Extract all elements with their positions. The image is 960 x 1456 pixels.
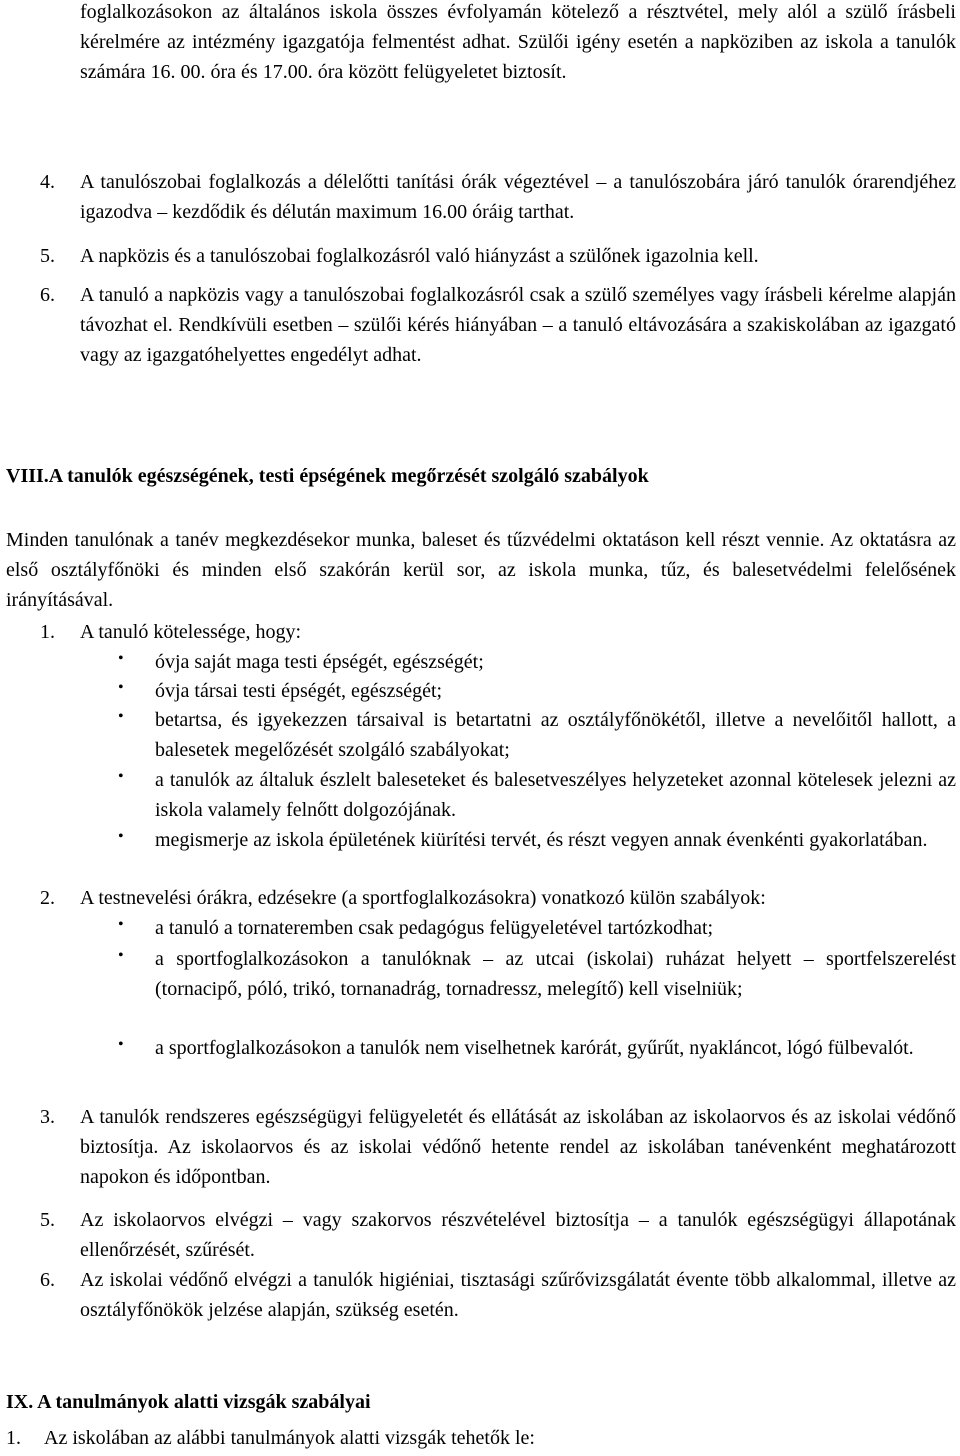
item-5-text: A napközis és a tanulószobai foglalkozásról való hiányzást a szülőnek igazolnia kell. xyxy=(80,245,759,267)
s8-item-1-text: A tanuló kötelessége, hogy: xyxy=(80,621,302,643)
s8-item-5-text: Az iskolaorvos elvégzi – vagy szakorvos részvételével biztosítja – a tanulók egészségügyi állapotának ellenőrzését, szűrését. xyxy=(80,1209,956,1261)
s8-item-1-bullet-3: betartsa, és igyekezzen társaival is betartatni az osztályfőnökétől, illetve a nevelőitől hallott, a balesetek megelőzését szolgáló szabályokat; xyxy=(155,709,956,761)
s9-item-1-number: 1. xyxy=(6,1427,21,1449)
s8-item-2-number: 2. xyxy=(40,887,55,909)
bullet-icon: • xyxy=(118,916,124,933)
bullet-icon: • xyxy=(118,768,124,785)
s8-item-3-number: 3. xyxy=(40,1106,55,1128)
s8-item-1-number: 1. xyxy=(40,621,55,643)
section-8-heading: VIII.A tanulók egészségének, testi épségének megőrzését szolgáló szabályok xyxy=(6,465,649,487)
s8-item-2-text: A testnevelési órákra, edzésekre (a sportfoglalkozásokra) vonatkozó külön szabályok: xyxy=(80,887,766,909)
s8-item-2-bullet-1: a tanuló a tornateremben csak pedagógus felügyeletével tartózkodhat; xyxy=(155,917,714,939)
s8-item-5-number: 5. xyxy=(40,1209,55,1231)
bullet-icon: • xyxy=(118,679,124,696)
s8-item-6-text: Az iskolai védőnő elvégzi a tanulók higiéniai, tisztasági szűrővizsgálatát évente több alkalommal, illetve az osztályfőnökök jelzése alapján, szükség esetén. xyxy=(80,1269,956,1321)
s8-item-1-bullet-2: óvja társai testi épségét, egészségét; xyxy=(155,680,443,702)
s8-item-1-bullet-5: megismerje az iskola épületének kiürítési tervét, és részt vegyen annak évenkénti gyakorlatában. xyxy=(155,829,928,851)
s8-item-2-bullet-3: a sportfoglalkozásokon a tanulók nem viselhetnek karórát, gyűrűt, nyakláncot, lógó fülbevalót. xyxy=(155,1037,914,1059)
s8-item-2-bullet-2: a sportfoglalkozásokon a tanulóknak – az utcai (iskolai) ruházat helyett – sportfelszerelést (tornacipő, póló, trikó, tornanadrág, tornadressz, melegítő) kell viselniük; xyxy=(155,948,956,1000)
section-8-intro: Minden tanulónak a tanév megkezdésekor munka, baleset és tűzvédelmi oktatáson kell részt vennie. Az oktatásra az első osztályfőnöki és minden első szakórán kerül sor, az iskola munka, tűz, és balesetvédelmi felelősének irányításával. xyxy=(6,529,956,611)
bullet-icon: • xyxy=(118,1036,124,1053)
item-4-number: 4. xyxy=(40,171,55,193)
bullet-icon: • xyxy=(118,708,124,725)
s8-item-6-number: 6. xyxy=(40,1269,55,1291)
continued-paragraph: foglalkozásokon az általános iskola összes évfolyamán kötelező a résztvétel, mely alól a szülő írásbeli kérelmére az intézmény igazgatója felmentést adhat. Szülői igény esetén a napköziben az iskola a tanulók számára 16. 00. óra és 17.00. óra között felügyeletet biztosít. xyxy=(80,1,956,83)
s8-item-1-bullet-1: óvja saját maga testi épségét, egészségét; xyxy=(155,651,484,673)
item-6-number: 6. xyxy=(40,284,55,306)
bullet-icon: • xyxy=(118,650,124,667)
s8-item-1-bullet-4: a tanulók az általuk észlelt baleseteket és balesetveszélyes helyzeteket azonnal kötelesek jelezni az iskola valamely felnőtt dolgozójának. xyxy=(155,769,956,821)
bullet-icon: • xyxy=(118,947,124,964)
item-5-number: 5. xyxy=(40,245,55,267)
section-9-heading: IX. A tanulmányok alatti vizsgák szabályai xyxy=(6,1391,371,1413)
item-6-text: A tanuló a napközis vagy a tanulószobai foglalkozásról csak a szülő személyes vagy írásbeli kérelme alapján távozhat el. Rendkívüli esetben – szülői kérés hiányában – a tanuló eltávozására a szakiskolában az igazgató vagy az igazgatóhelyettes engedélyt adhat. xyxy=(80,284,956,366)
item-4-text: A tanulószobai foglalkozás a délelőtti tanítási órák végeztével – a tanulószobára járó tanulók órarendjéhez igazodva – kezdődik és délután maximum 16.00 óráig tarthat. xyxy=(80,171,956,223)
s9-item-1-text: Az iskolában az alábbi tanulmányok alatti vizsgák tehetők le: xyxy=(44,1427,535,1449)
bullet-icon: • xyxy=(118,828,124,845)
s8-item-3-text: A tanulók rendszeres egészségügyi felügyeletét és ellátását az iskolában az iskolaorvos és az iskolai védőnő biztosítja. Az iskolaorvos és az iskolai védőnő hetente rendel az iskolában tanévenként meghatározott napokon és időpontban. xyxy=(80,1106,956,1188)
